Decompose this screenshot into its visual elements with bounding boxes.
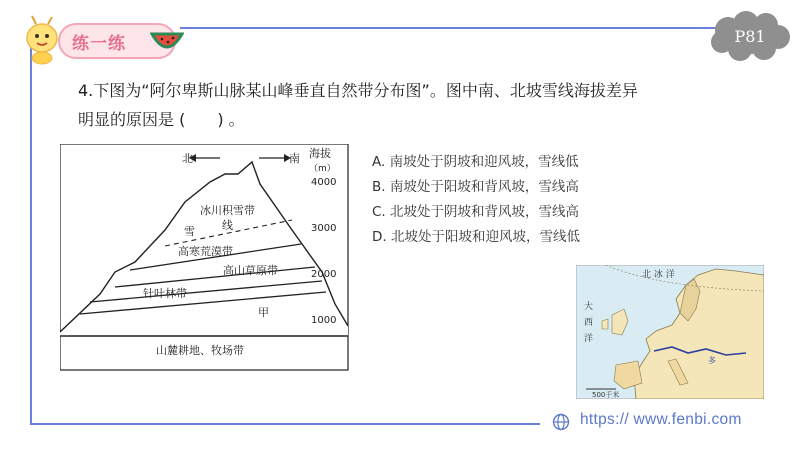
zone-conifer-label: 针叶林带	[143, 287, 187, 300]
map-label-ocean-1: 大	[584, 302, 594, 312]
tick-1000: 1000	[311, 315, 337, 326]
zone-jia-label: 甲	[258, 306, 269, 319]
footer-url-text[interactable]: https:// www.fenbi.com	[580, 411, 742, 428]
option-d[interactable]: D. 北坡处于阳坡和迎风坡，雪线低	[372, 229, 580, 245]
vertical-zonation-diagram	[60, 144, 352, 372]
watermelon-icon	[150, 30, 184, 54]
south-label: 南	[289, 152, 300, 165]
map-label-river: 多	[708, 356, 716, 365]
question-line-2: 明显的原因是 ( ) 。	[78, 110, 245, 129]
north-label: 北	[182, 152, 193, 165]
frame-left-line	[30, 45, 32, 425]
tick-2000: 2000	[311, 269, 337, 280]
snowline-label-1: 雪	[184, 225, 195, 238]
map-label-ocean-2: 西	[584, 318, 594, 328]
frame-top-line	[180, 27, 720, 29]
map-label-ocean-3: 洋	[584, 334, 594, 344]
option-b[interactable]: B. 南坡处于阳坡和背风坡，雪线高	[372, 179, 579, 195]
globe-icon	[552, 413, 570, 431]
tick-3000: 3000	[311, 223, 337, 234]
zone-base-label: 山麓耕地、牧场带	[156, 344, 244, 357]
axis-title-2: （m）	[309, 164, 336, 174]
axis-title-1: 海拔	[309, 147, 331, 160]
option-a[interactable]: A. 南坡处于阴坡和迎风坡，雪线低	[372, 154, 579, 170]
zone-desert-label: 高寒荒漠带	[178, 245, 233, 258]
page-number: P81	[734, 27, 766, 46]
answer-options	[372, 150, 580, 250]
question-text	[78, 76, 758, 129]
section-badge-label: 练一练	[72, 34, 126, 54]
snowline-label-2: 线	[222, 219, 233, 232]
europe-map	[576, 265, 764, 399]
mascot-icon	[22, 14, 66, 66]
question-line-1: 4.下图为“阿尔卑斯山脉某山峰垂直自然带分布图”。图中南、北坡雪线海拔差异	[78, 81, 638, 100]
zone-meadow-label: 高山草原带	[223, 264, 278, 277]
zone-glacier-label: 冰川积雪带	[200, 204, 255, 217]
tick-4000: 4000	[311, 177, 337, 188]
map-label-sea: 北 冰 洋	[642, 270, 675, 280]
map-scale-label: 500千米	[592, 391, 620, 399]
option-c[interactable]: C. 北坡处于阴坡和背风坡，雪线高	[372, 204, 580, 220]
frame-bottom-line	[30, 423, 540, 425]
